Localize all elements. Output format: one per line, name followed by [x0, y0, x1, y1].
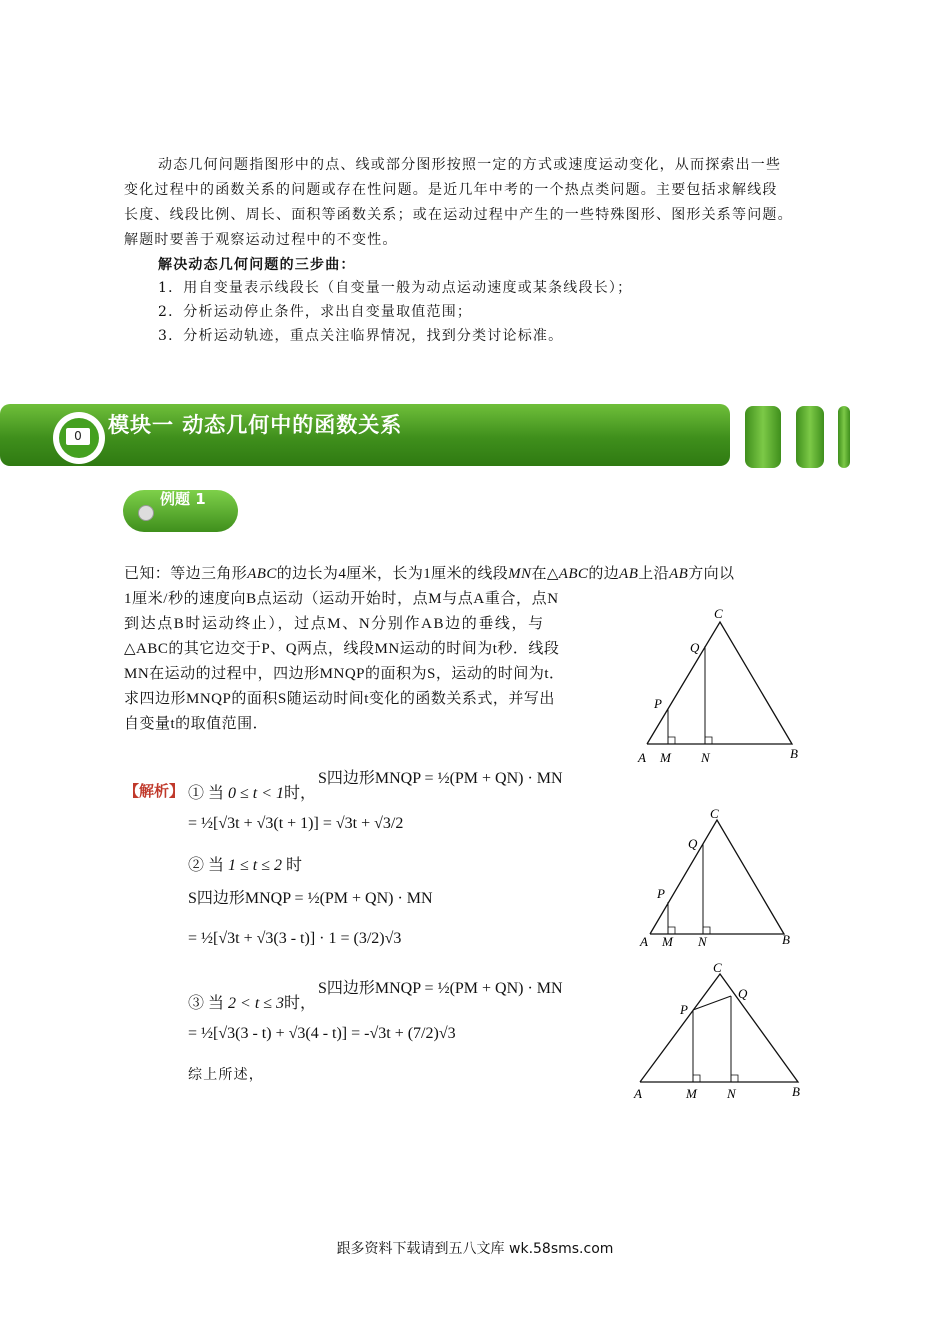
figure-2 — [632, 802, 812, 952]
intro-line-4: 解题时要善于观察运动过程中的不变性。 — [124, 232, 398, 248]
intro-line-2: 变化过程中的函数关系的问题或存在性问题。是近几年中考的一个热点类问题。主要包括求解线段 — [124, 182, 778, 198]
label-Q: Q — [690, 640, 700, 655]
banner-bar-1 — [745, 406, 781, 468]
svg-text:M: M — [686, 1086, 697, 1101]
label-C: C — [714, 606, 723, 621]
case-1-formula: S四边形MNQP = ½(PM + QN) · MN — [318, 770, 563, 787]
module-title: 模块一 动态几何中的函数关系 — [108, 413, 403, 437]
banner-icon-label: 0 — [66, 428, 90, 445]
summary-text: 综上所述， — [188, 1067, 264, 1083]
figure-3 — [628, 960, 813, 1105]
svg-text:C: C — [710, 806, 719, 821]
label-P: P — [654, 696, 662, 711]
problem-line-5: MN在运动的过程中，四边形MNQP的面积为S，运动的时间为t． — [124, 666, 565, 682]
svg-text:Q: Q — [738, 986, 748, 1001]
intro-step-3: 3．分析运动轨迹，重点关注临界情况，找到分类讨论标准。 — [158, 328, 564, 344]
intro-line-1: 动态几何问题指图形中的点、线或部分图形按照一定的方式或速度运动变化，从而探索出一些 — [158, 157, 782, 173]
svg-text:C: C — [713, 960, 722, 975]
case-2-formula: S四边形MNQP = ½(PM + QN) · MN — [188, 890, 433, 907]
label-A: A — [638, 750, 646, 765]
svg-text:A: A — [640, 934, 648, 949]
label-M: M — [660, 750, 671, 765]
problem-line-6: 求四边形MNQP的面积S随运动时间t变化的函数关系式，并写出 — [124, 691, 555, 707]
intro-line-3: 长度、线段比例、周长、面积等函数关系；或在运动过程中产生的一些特殊图形、图形关系等问题。 — [124, 207, 793, 223]
intro-step-1: 1．用自变量表示线段长（自变量一般为动点运动速度或某条线段长）； — [158, 280, 633, 296]
case-2-result: = ½[√3t + √3(3 - t)] · 1 = (3/2)√3 — [188, 930, 402, 947]
svg-text:N: N — [698, 934, 707, 949]
svg-text:N: N — [727, 1086, 736, 1101]
svg-text:B: B — [792, 1084, 800, 1099]
bullet-icon — [138, 505, 154, 521]
svg-text:A: A — [634, 1086, 642, 1101]
example-label: 例题 1 — [160, 490, 206, 508]
intro-step-2: 2．分析运动停止条件，求出自变量取值范围； — [158, 304, 473, 320]
banner-bar-2 — [796, 406, 824, 468]
problem-line-1: 已知：等边三角形ABC的边长为4厘米，长为1厘米的线段MN在△ABC的边AB上沿AB方向以 — [124, 566, 735, 582]
case-1-result: = ½[√3t + √3(t + 1)] = √3t + √3/2 — [188, 815, 404, 832]
case-3-formula: S四边形MNQP = ½(PM + QN) · MN — [318, 980, 563, 997]
problem-line-4: △ABC的其它边交于P、Q两点，线段MN运动的时间为t秒．线段 — [124, 641, 560, 657]
solution-tag: 【解析】 — [124, 782, 185, 800]
case-1-condition: ① 当 0 ≤ t < 1时， — [188, 785, 317, 802]
banner-bar-3 — [838, 406, 850, 468]
problem-line-2: 1厘米/秒的速度向B点运动（运动开始时，点M与点A重合，点N — [124, 591, 559, 607]
svg-text:B: B — [782, 932, 790, 947]
case-3-condition: ③ 当 2 < t ≤ 3时， — [188, 995, 317, 1012]
label-B: B — [790, 746, 798, 761]
svg-text:M: M — [662, 934, 673, 949]
label-N: N — [701, 750, 710, 765]
problem-line-3: 到达点B时运动终止），过点M、N分别作AB边的垂线，与 — [124, 616, 545, 632]
problem-line-7: 自变量t的取值范围． — [124, 716, 269, 732]
case-3-result: = ½[√3(3 - t) + √3(4 - t)] = -√3t + (7/2)√3 — [188, 1025, 456, 1042]
svg-text:Q: Q — [688, 836, 698, 851]
svg-text:P: P — [680, 1002, 688, 1017]
figure-1 — [632, 604, 812, 769]
svg-text:P: P — [657, 886, 665, 901]
case-2-condition: ② 当 1 ≤ t ≤ 2 时 — [188, 857, 303, 874]
intro-heading: 解决动态几何问题的三步曲： — [158, 257, 356, 273]
footer-link[interactable]: 跟多资料下载请到五八文库 wk.58sms.com — [336, 1241, 614, 1257]
